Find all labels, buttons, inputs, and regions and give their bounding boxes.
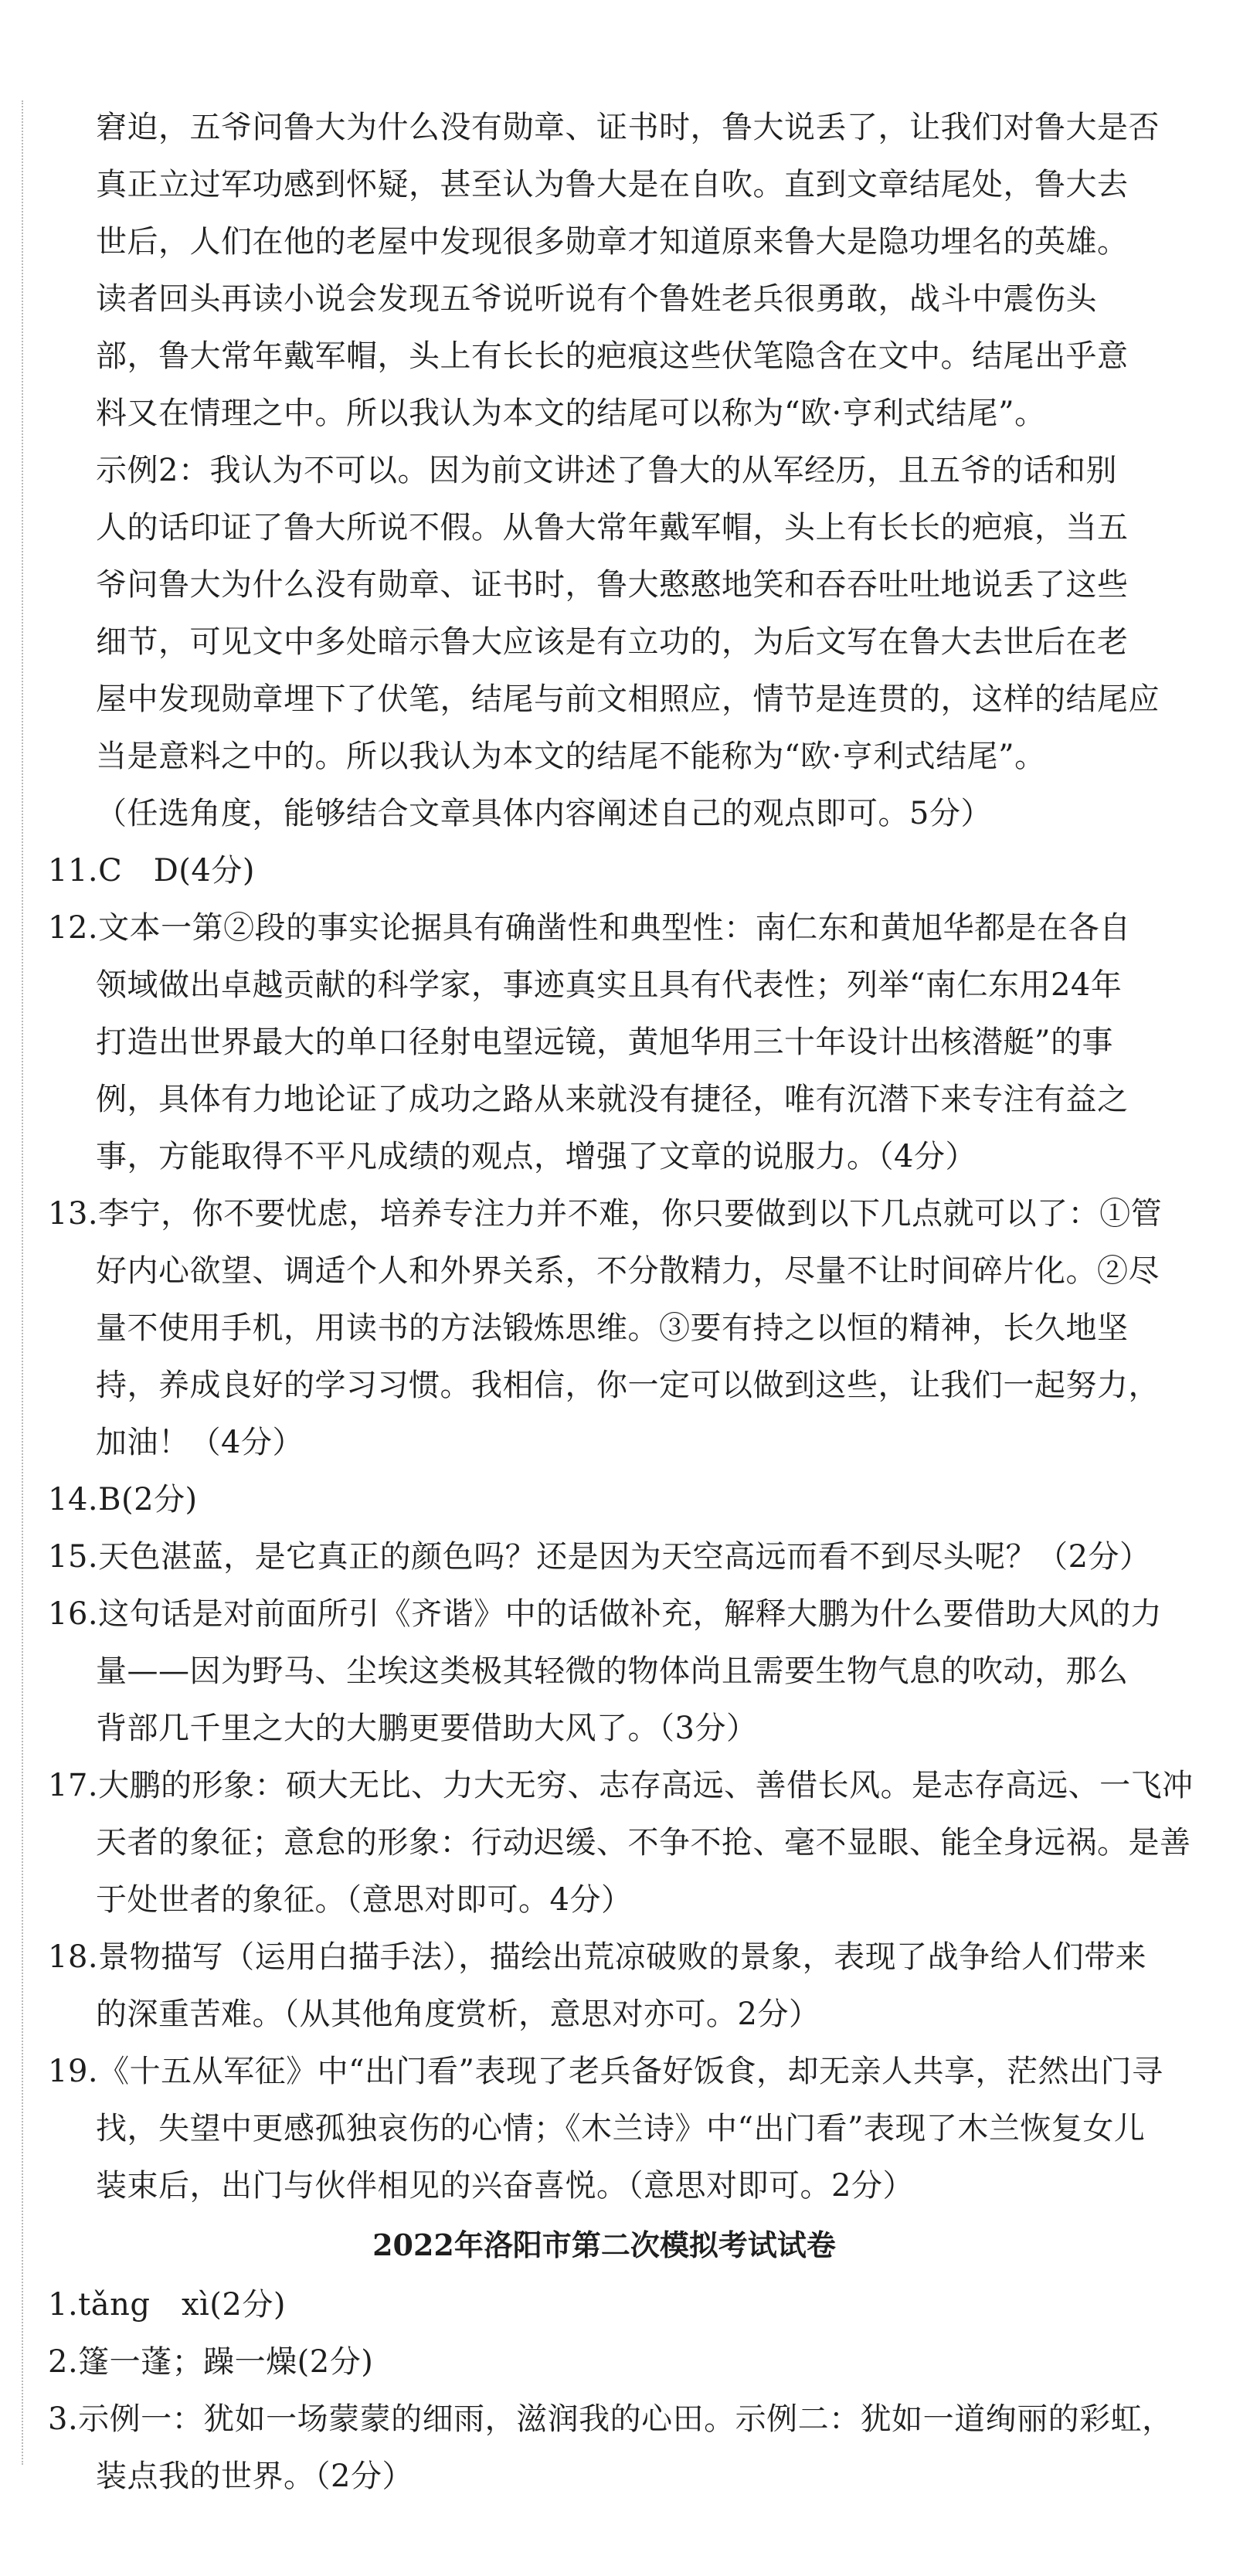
answer-line: 打造出世界最大的单口径射电望远镜，黄旭华用三十年设计出核潜艇”的事 — [96, 1025, 1113, 1060]
answer-line: 读者回头再读小说会发现五爷说听说有个鲁姓老兵很勇敢，战斗中震伤头 — [96, 281, 1097, 317]
answer-2: 2.篷一蓬；躁一燥(2分) — [48, 2344, 374, 2380]
answer-line: 装点我的世界。（2分） — [96, 2459, 413, 2494]
answer-line: 人的话印证了鲁大所说不假。从鲁大常年戴军帽，头上有长长的疤痕，当五 — [96, 510, 1129, 545]
answer-12: 12.文本一第②段的事实论据具有确凿性和典型性：南仁东和黄旭华都是在各自 — [48, 910, 1131, 946]
answer-line: 好内心欲望、调适个人和外界关系，不分散精力，尽量不让时间碎片化。②尽 — [96, 1253, 1160, 1289]
answer-line: 加油！（4分） — [96, 1425, 304, 1460]
answer-line: 装束后，出门与伙伴相见的兴奋喜悦。（意思对即可。2分） — [96, 2168, 914, 2204]
answer-line: 细节，可见文中多处暗示鲁大应该是有立功的，为后文写在鲁大去世后在老 — [96, 624, 1129, 660]
binding-margin-line — [22, 100, 23, 2465]
answer-line: 背部几千里之大的大鹏更要借助大风了。（3分） — [96, 1711, 758, 1746]
answer-line: 量——因为野马、尘埃这类极其轻微的物体尚且需要生物气息的吹动，那么 — [96, 1653, 1129, 1689]
answer-14: 14.B(2分) — [48, 1482, 198, 1517]
answer-17: 17.大鹏的形象：硕大无比、力大无穷、志存高远、善借长风。是志存高远、一飞冲 — [48, 1768, 1194, 1803]
answer-line: 例，具体有力地论证了成功之路从来就没有捷径，唯有沉潜下来专注有益之 — [96, 1082, 1129, 1117]
answer-15: 15.天色湛蓝，是它真正的颜色吗？还是因为天空高远而看不到尽头呢？（2分） — [48, 1539, 1151, 1575]
answer-line: 屋中发现勋章埋下了伏笔，结尾与前文相照应，情节是连贯的，这样的结尾应 — [96, 681, 1160, 717]
answer-content — [48, 99, 1194, 2505]
answer-line: 当是意料之中的。所以我认为本文的结尾不能称为“欧·亨利式结尾”。 — [96, 739, 1046, 774]
answer-line: 找，失望中更感孤独哀伤的心情；《木兰诗》中“出门看”表现了木兰恢复女儿 — [96, 2111, 1146, 2146]
answer-line: 于处世者的象征。（意思对即可。4分） — [96, 1882, 633, 1918]
answer-1: 1.tǎng xì(2分) — [48, 2287, 286, 2323]
answer-line: 示例2：我认为不可以。因为前文讲述了鲁大的从军经历，且五爷的话和别 — [96, 453, 1117, 488]
answer-line: 世后，人们在他的老屋中发现很多勋章才知道原来鲁大是隐功埋名的英雄。 — [96, 224, 1129, 260]
answer-13: 13.李宁，你不要忧虑，培养专注力并不难，你只要做到以下几点就可以了：①管 — [48, 1196, 1163, 1232]
answer-line: 事，方能取得不平凡成绩的观点，增强了文章的说服力。（4分） — [96, 1139, 977, 1174]
answer-3: 3.示例一：犹如一场蒙蒙的细雨，滋润我的心田。示例二：犹如一道绚丽的彩虹， — [48, 2401, 1174, 2437]
answer-line: 料又在情理之中。所以我认为本文的结尾可以称为“欧·亨利式结尾”。 — [96, 396, 1046, 431]
answer-line: 持，养成良好的学习习惯。我相信，你一定可以做到这些，让我们一起努力， — [96, 1368, 1160, 1403]
section-title: 2022年洛阳市第二次模拟考试试卷 — [372, 2228, 836, 2262]
answer-19: 19.《十五从军征》中“出门看”表现了老兵备好饭食，却无亲人共享，茫然出门寻 — [48, 2054, 1163, 2089]
answer-line: （任选角度，能够结合文章具体内容阐述自己的观点即可。5分） — [96, 796, 992, 831]
answer-11: 11.C D(4分) — [48, 853, 255, 889]
answer-line: 爷问鲁大为什么没有勋章、证书时，鲁大憨憨地笑和吞吞吐吐地说丢了这些 — [96, 567, 1129, 603]
answer-line: 领域做出卓越贡献的科学家，事迹真实且具有代表性；列举“南仁东用24年 — [96, 967, 1123, 1003]
answer-line: 窘迫，五爷问鲁大为什么没有勋章、证书时，鲁大说丢了，让我们对鲁大是否 — [96, 110, 1160, 145]
answer-line: 部，鲁大常年戴军帽，头上有长长的疤痕这些伏笔隐含在文中。结尾出乎意 — [96, 338, 1129, 374]
answer-18: 18.景物描写（运用白描手法），描绘出荒凉破败的景象，表现了战争给人们带来 — [48, 1939, 1147, 1975]
answer-16: 16.这句话是对前面所引《齐谐》中的话做补充，解释大鹏为什么要借助大风的力 — [48, 1596, 1163, 1632]
answer-line: 真正立过军功感到怀疑，甚至认为鲁大是在自吹。直到文章结尾处，鲁大去 — [96, 167, 1129, 202]
answer-line: 天者的象征；意怠的形象：行动迟缓、不争不抢、毫不显眼、能全身远祸。是善 — [96, 1825, 1191, 1861]
answer-line: 的深重苦难。（从其他角度赏析，意思对亦可。2分） — [96, 1997, 820, 2032]
answer-line: 量不使用手机，用读书的方法锻炼思维。③要有持之以恒的精神，长久地坚 — [96, 1310, 1129, 1346]
